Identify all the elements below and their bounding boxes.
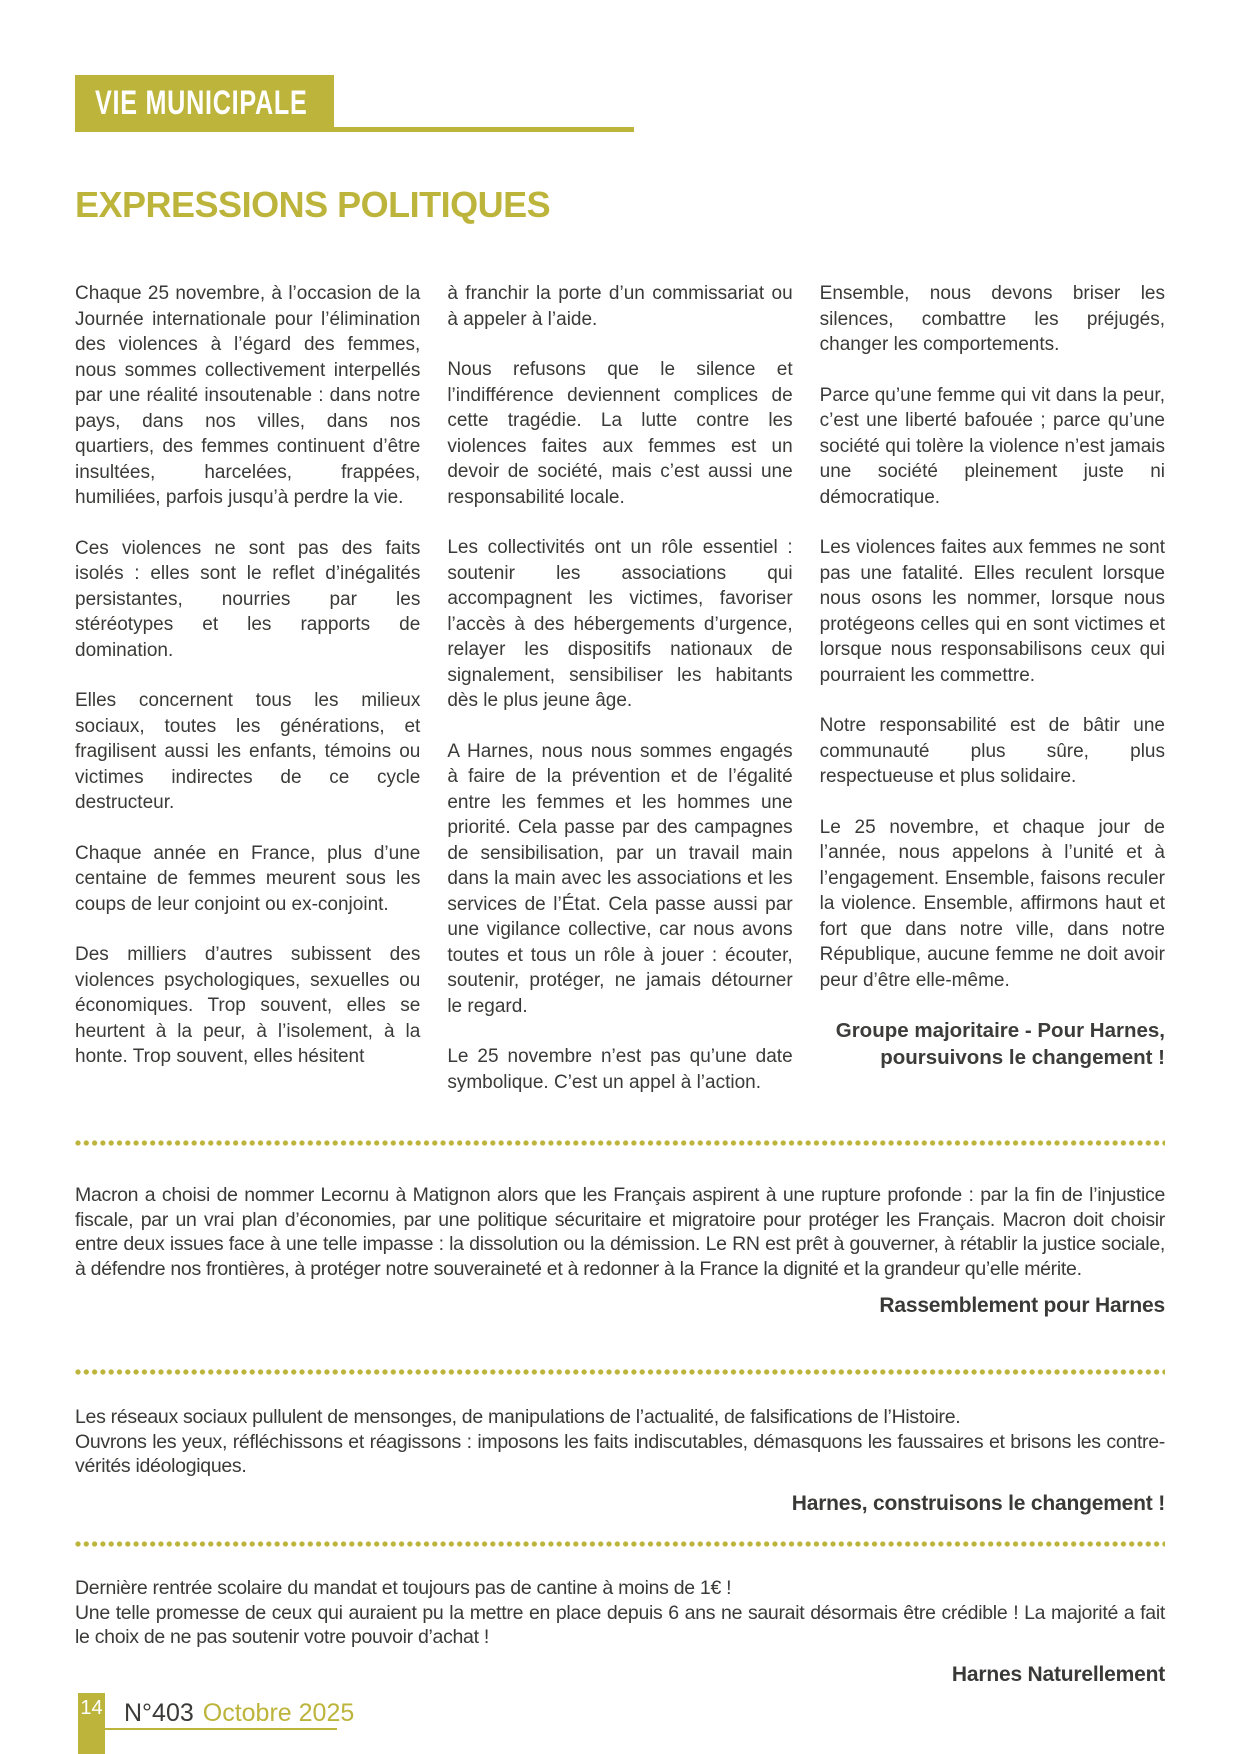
- paragraph: Chaque 25 novembre, à l’occasion de la Journée internationale pour l’élimination des violences à l’égard des femmes, nous sommes collectivement interpellés par une réalité insoutenable : dans notre pays, dans nos villes, dans nos quartiers, des femmes continuent d’être insultées, harcelées, frappées, humiliées, parfois jusqu’à perdre la vie.: [75, 283, 421, 508]
- section-harnes-naturellement: [75, 1576, 1165, 1688]
- page-number-box: [78, 1693, 105, 1754]
- paragraph: Elles concernent tous les milieux sociaux, toutes les générations, et fragilisent aussi les enfants, témoins ou victimes indirectes de ce cycle destructeur.: [75, 690, 421, 813]
- paragraph: Le 25 novembre, et chaque jour de l’année, nous appelons à l’unité et à l’engagement. Ensemble, faisons reculer la violence. Ensemble, affirmons haut et fort que dans notre ville, dans notre République, aucune femme ne doit avoir peur d’être elle-même.: [819, 816, 1165, 991]
- article-columns: [75, 281, 1165, 1095]
- paragraph: Ces violences ne sont pas des faits isolés : elles sont le reflet d’inégalités persistantes, nourries par les stéréotypes et les rapports de domination.: [75, 537, 421, 661]
- paragraph: Le 25 novembre n’est pas qu’une date symbolique. C’est un appel à l’action.: [447, 1046, 793, 1093]
- section-harnes-construisons: [75, 1405, 1165, 1517]
- signature-harnes-naturellement: Harnes Naturellement: [951, 1662, 1165, 1686]
- signature-harnes-construisons: Harnes, construisons le changement !: [791, 1491, 1165, 1515]
- banner-underline: [334, 127, 634, 132]
- paragraph: Parce qu’une femme qui vit dans la peur, c’est une liberté bafouée ; parce qu’une société qui tolère la violence n’est jamais une société pleinement juste ni démocratique.: [819, 384, 1165, 508]
- paragraph: à franchir la porte d’un commissariat ou à appeler à l’aide.: [447, 283, 793, 330]
- paragraph: Ouvrons les yeux, réfléchissons et réagissons : imposons les faits indiscutables, démasquons les faussaires et brisons les contre-vérités idéologiques.: [75, 1430, 1165, 1478]
- issue-date: Octobre 2025: [202, 1699, 355, 1727]
- signature-groupe-majoritaire: [820, 1017, 1165, 1071]
- article-column-3: [820, 281, 1165, 1095]
- paragraph: Chaque année en France, plus d’une centaine de femmes meurent sous les coups de leur conjoint ou ex-conjoint.: [75, 842, 421, 915]
- signature-line: poursuivons le changement !: [880, 1046, 1165, 1069]
- signature-rassemblement-pour-harnes: Rassemblement pour Harnes: [879, 1294, 1165, 1318]
- paragraph: Notre responsabilité est de bâtir une communauté plus sûre, plus respectueuse et plus solidaire.: [819, 715, 1165, 787]
- paragraph: Macron a choisi de nommer Lecornu à Matignon alors que les Français aspirent à une rupture profonde : par la fin de l’injustice fiscale, par un vrai plan d’économies, par une politique sécuritaire et migratoire pour protéger les Français. Macron doit choisir entre deux issues face à une telle impasse : la dissolution ou la démission. Le RN est prêt à gouverner, à rétablir la justice sociale, à défendre nos frontières, à protéger notre souveraineté et à redonner à la France la dignité et la grandeur qu’elle mérite.: [75, 1184, 1165, 1280]
- page-number: 14: [80, 1697, 103, 1719]
- signature-line: Groupe majoritaire - Pour Harnes,: [835, 1019, 1165, 1042]
- footer-underline: [104, 1728, 337, 1730]
- paragraph: Nous refusons que le silence et l’indifférence deviennent complices de cette tragédie. La lutte contre les violences faites aux femmes est un devoir de société, mais c’est aussi une responsabilité locale.: [447, 359, 793, 508]
- paragraph: Une telle promesse de ceux qui auraient pu la mettre en place depuis 6 ans ne saurait désormais être crédible ! La majorité a fait le choix de ne pas soutenir votre pouvoir d’achat !: [75, 1601, 1165, 1649]
- issue-info: [124, 1699, 354, 1728]
- section-rassemblement-pour-harnes: [75, 1183, 1165, 1319]
- section-banner-label: VIE MUNICIPALE: [94, 84, 308, 122]
- section-banner: [75, 75, 334, 132]
- issue-number: N°403: [124, 1699, 194, 1727]
- paragraph: Des milliers d’autres subissent des violences psychologiques, sexuelles ou économiques. Trop souvent, elles se heurtent à la peur, à l’isolement, à la honte. Trop souvent, elles hésitent: [75, 944, 421, 1067]
- dotted-separator: [75, 1140, 1165, 1146]
- article-column-2: [447, 281, 792, 1095]
- dotted-separator: [75, 1541, 1165, 1547]
- dotted-separator: [75, 1369, 1165, 1375]
- paragraph: Dernière rentrée scolaire du mandat et toujours pas de cantine à moins de 1€ !: [75, 1577, 732, 1599]
- paragraph: Les réseaux sociaux pullulent de mensonges, de manipulations de l’actualité, de falsifications de l’Histoire.: [75, 1406, 961, 1428]
- paragraph: A Harnes, nous nous sommes engagés à faire de la prévention et de l’égalité entre les femmes et les hommes une priorité. Cela passe par des campagnes de sensibilisation, par un travail main dans la main avec les associations et les services de l’État. Cela passe aussi par une vigilance collective, car nous avons toutes et tous un rôle à jouer : écouter, soutenir, protéger, ne jamais détourner le regard.: [447, 740, 793, 1017]
- paragraph: Les violences faites aux femmes ne sont pas une fatalité. Elles reculent lorsque nous osons les nommer, lorsque nous protégeons celles qui en sont victimes et lorsque nous responsabilisons ceux qui pourraient les commettre.: [819, 537, 1165, 686]
- paragraph: Les collectivités ont un rôle essentiel : soutenir les associations qui accompagnent les victimes, favoriser l’accès à des hébergements d’urgence, relayer les dispositifs nationaux de signalement, sensibiliser les habitants dès le plus jeune âge.: [447, 537, 793, 711]
- page-title: EXPRESSIONS POLITIQUES: [75, 184, 551, 225]
- article-column-1: [75, 281, 420, 1095]
- paragraph: Ensemble, nous devons briser les silences, combattre les préjugés, changer les comportements.: [819, 283, 1165, 355]
